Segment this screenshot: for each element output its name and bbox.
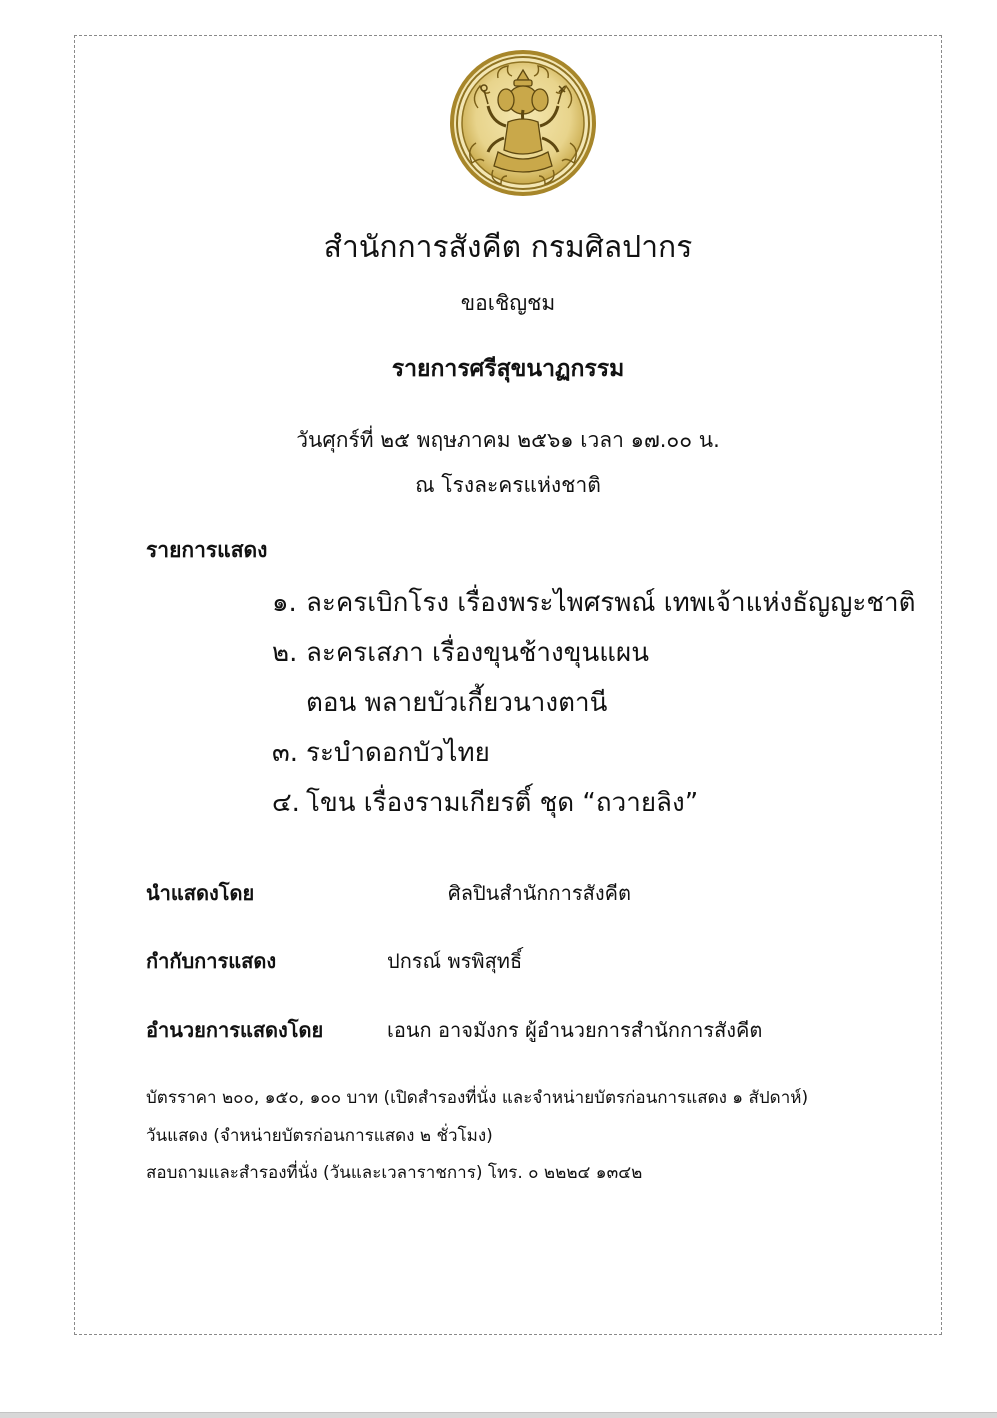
event-date-time: วันศุกร์ที่ ๒๕ พฤษภาคม ๒๕๖๑ เวลา ๑๗.๐๐ น. [296,428,720,452]
program-heading: รายการแสดง [146,538,268,562]
program-item-number: ๓. [272,738,299,768]
program-list [272,578,937,828]
program-item-subtext: ตอน พลายบัวเกี้ยวนางตานี [306,688,608,718]
fine-arts-department-ganesha-seal-icon [448,48,598,198]
program-item [272,578,937,628]
credit-label-performers: นำแสดงโดย [146,881,255,905]
bottom-divider [0,1412,997,1418]
program-item-number: ๔. [272,788,300,818]
program-item-number: ๒. [272,638,298,668]
event-title: รายการศรีสุขนาฏกรรม [391,356,625,382]
contact-note: สอบถามและสำรองที่นั่ง (วันและเวลาราชการ) โทร. ๐ ๒๒๒๔ ๑๓๔๒ [146,1163,643,1183]
program-item-number: ๑. [272,588,297,618]
program-item-text: ละครเบิกโรง เรื่องพระไพศรพณ์ เทพเจ้าแห่งธัญญะชาติ [306,588,916,618]
program-item [272,728,937,778]
program-item [272,778,937,828]
credit-value-producer: เอนก อาจมังกร ผู้อำนวยการสำนักการสังคีต [387,1018,763,1042]
program-item-text: ระบำดอกบัวไทย [306,738,490,768]
event-venue: ณ โรงละครแห่งชาติ [415,473,601,497]
credit-value-director: ปกรณ์ พรพิสุทธิ์ [387,949,523,973]
show-day-note: วันแสดง (จำหน่ายบัตรก่อนการแสดง ๒ ชั่วโมง) [146,1126,493,1146]
program-item [272,628,937,728]
credit-label-producer: อำนวยการแสดงโดย [146,1018,324,1042]
invitation-text: ขอเชิญชม [460,291,556,315]
organization-name: สำนักการสังคีต กรมศิลปากร [323,230,693,265]
ticket-price-note: บัตรราคา ๒๐๐, ๑๕๐, ๑๐๐ บาท (เปิดสำรองที่นั่ง และจำหน่ายบัตรก่อนการแสดง ๑ สัปดาห์) [146,1088,809,1108]
credit-label-director: กำกับการแสดง [146,949,277,973]
credit-value-performers: ศิลปินสำนักการสังคีต [448,881,631,905]
program-item-text: โขน เรื่องรามเกียรติ์ ชุด “ถวายลิง” [306,788,699,818]
program-item-text: ละครเสภา เรื่องขุนช้างขุนแผน [306,638,649,668]
